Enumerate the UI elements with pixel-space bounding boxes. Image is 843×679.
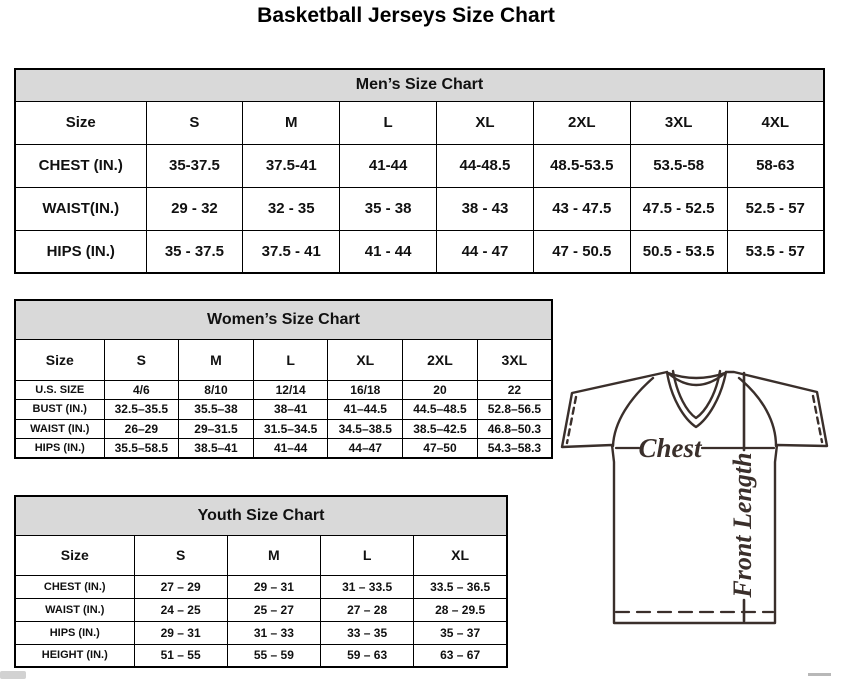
column-header: Size xyxy=(15,339,104,380)
table-row xyxy=(15,575,507,598)
size-value-cell: 52.5 - 57 xyxy=(727,187,824,230)
row-label: HIPS (IN.) xyxy=(15,621,134,644)
size-value-cell: 37.5-41 xyxy=(243,144,340,187)
column-header: XL xyxy=(328,339,403,380)
column-header: S xyxy=(134,535,227,575)
row-label: CHEST (IN.) xyxy=(15,144,146,187)
size-value-cell: 55 – 59 xyxy=(227,644,320,667)
size-value-cell: 25 – 27 xyxy=(227,598,320,621)
right-cuff-stitch xyxy=(813,396,822,442)
size-value-cell: 38.5–42.5 xyxy=(403,419,478,439)
size-value-cell: 59 – 63 xyxy=(321,644,414,667)
table-title-row xyxy=(15,300,552,339)
size-value-cell: 47 - 50.5 xyxy=(533,230,630,273)
table-row xyxy=(15,230,824,273)
size-value-cell: 33 – 35 xyxy=(321,621,414,644)
size-value-cell: 29 – 31 xyxy=(134,621,227,644)
youth-size-table xyxy=(14,495,508,668)
column-header: XL xyxy=(414,535,507,575)
table-title-row xyxy=(15,69,824,101)
size-value-cell: 4/6 xyxy=(104,380,179,400)
size-value-cell: 53.5-58 xyxy=(630,144,727,187)
horizontal-scrollbar-thumb[interactable] xyxy=(0,671,26,679)
size-value-cell: 26–29 xyxy=(104,419,179,439)
size-value-cell: 29–31.5 xyxy=(179,419,254,439)
jersey-diagram-svg xyxy=(550,350,843,640)
size-value-cell: 27 – 28 xyxy=(321,598,414,621)
column-header: L xyxy=(321,535,414,575)
womens-size-table xyxy=(14,299,553,459)
size-value-cell: 8/10 xyxy=(179,380,254,400)
table-header-row xyxy=(15,535,507,575)
size-value-cell: 43 - 47.5 xyxy=(533,187,630,230)
size-value-cell: 44–47 xyxy=(328,439,403,459)
size-value-cell: 47–50 xyxy=(403,439,478,459)
size-value-cell: 50.5 - 53.5 xyxy=(630,230,727,273)
table-row xyxy=(15,187,824,230)
front-length-label: Front Length xyxy=(728,452,757,598)
row-label: U.S. SIZE xyxy=(15,380,104,400)
table-header-row xyxy=(15,101,824,144)
page-title: Basketball Jerseys Size Chart xyxy=(257,4,555,27)
size-value-cell: 35.5–58.5 xyxy=(104,439,179,459)
size-value-cell: 31.5–34.5 xyxy=(253,419,328,439)
size-value-cell: 63 – 67 xyxy=(414,644,507,667)
table-row xyxy=(15,598,507,621)
size-value-cell: 37.5 - 41 xyxy=(243,230,340,273)
size-value-cell: 35 – 37 xyxy=(414,621,507,644)
row-label: WAIST(IN.) xyxy=(15,187,146,230)
table-title: Men’s Size Chart xyxy=(15,69,824,101)
size-value-cell: 44 - 47 xyxy=(437,230,534,273)
chest-label: Chest xyxy=(638,433,702,463)
column-header: M xyxy=(227,535,320,575)
size-value-cell: 54.3–58.3 xyxy=(477,439,552,459)
column-header: XL xyxy=(437,101,534,144)
size-value-cell: 44-48.5 xyxy=(437,144,534,187)
size-value-cell: 20 xyxy=(403,380,478,400)
size-value-cell: 24 – 25 xyxy=(134,598,227,621)
mens-size-table xyxy=(14,68,825,274)
table-title-row xyxy=(15,496,507,535)
row-label: CHEST (IN.) xyxy=(15,575,134,598)
row-label: BUST (IN.) xyxy=(15,400,104,420)
row-label: WAIST (IN.) xyxy=(15,419,104,439)
table-row xyxy=(15,439,552,459)
size-value-cell: 16/18 xyxy=(328,380,403,400)
size-value-cell: 48.5-53.5 xyxy=(533,144,630,187)
jersey-measurement-diagram xyxy=(550,350,843,640)
column-header: 2XL xyxy=(533,101,630,144)
collar-back-arc xyxy=(668,373,725,378)
size-value-cell: 44.5–48.5 xyxy=(403,400,478,420)
size-value-cell: 38.5–41 xyxy=(179,439,254,459)
size-value-cell: 35.5–38 xyxy=(179,400,254,420)
size-value-cell: 41–44.5 xyxy=(328,400,403,420)
column-header: L xyxy=(340,101,437,144)
size-value-cell: 33.5 – 36.5 xyxy=(414,575,507,598)
column-header: Size xyxy=(15,535,134,575)
column-header: S xyxy=(104,339,179,380)
ui-artifact xyxy=(808,673,831,676)
column-header: Size xyxy=(15,101,146,144)
column-header: M xyxy=(179,339,254,380)
size-value-cell: 41 - 44 xyxy=(340,230,437,273)
column-header: 3XL xyxy=(630,101,727,144)
size-value-cell: 31 – 33 xyxy=(227,621,320,644)
size-value-cell: 31 – 33.5 xyxy=(321,575,414,598)
table-row xyxy=(15,644,507,667)
size-value-cell: 35 - 38 xyxy=(340,187,437,230)
size-value-cell: 22 xyxy=(477,380,552,400)
size-value-cell: 47.5 - 52.5 xyxy=(630,187,727,230)
left-cuff-stitch xyxy=(567,397,576,443)
size-value-cell: 32.5–35.5 xyxy=(104,400,179,420)
table-title: Women’s Size Chart xyxy=(15,300,552,339)
size-value-cell: 41-44 xyxy=(340,144,437,187)
column-header: S xyxy=(146,101,243,144)
table-row xyxy=(15,144,824,187)
size-value-cell: 12/14 xyxy=(253,380,328,400)
size-value-cell: 38–41 xyxy=(253,400,328,420)
row-label: HEIGHT (IN.) xyxy=(15,644,134,667)
size-value-cell: 41–44 xyxy=(253,439,328,459)
table-row xyxy=(15,419,552,439)
table-row xyxy=(15,400,552,420)
size-value-cell: 27 – 29 xyxy=(134,575,227,598)
size-value-cell: 51 – 55 xyxy=(134,644,227,667)
size-value-cell: 38 - 43 xyxy=(437,187,534,230)
column-header: 2XL xyxy=(403,339,478,380)
row-label: WAIST (IN.) xyxy=(15,598,134,621)
size-value-cell: 52.8–56.5 xyxy=(477,400,552,420)
row-label: HIPS (IN.) xyxy=(15,230,146,273)
size-value-cell: 29 - 32 xyxy=(146,187,243,230)
table-row xyxy=(15,380,552,400)
row-label: HIPS (IN.) xyxy=(15,439,104,459)
size-value-cell: 58-63 xyxy=(727,144,824,187)
column-header: 3XL xyxy=(477,339,552,380)
size-value-cell: 35-37.5 xyxy=(146,144,243,187)
size-value-cell: 53.5 - 57 xyxy=(727,230,824,273)
size-value-cell: 32 - 35 xyxy=(243,187,340,230)
size-value-cell: 28 – 29.5 xyxy=(414,598,507,621)
table-title: Youth Size Chart xyxy=(15,496,507,535)
size-value-cell: 34.5–38.5 xyxy=(328,419,403,439)
size-value-cell: 35 - 37.5 xyxy=(146,230,243,273)
jersey-outline xyxy=(562,372,827,623)
size-value-cell: 46.8–50.3 xyxy=(477,419,552,439)
column-header: 4XL xyxy=(727,101,824,144)
column-header: L xyxy=(253,339,328,380)
column-header: M xyxy=(243,101,340,144)
table-row xyxy=(15,621,507,644)
table-header-row xyxy=(15,339,552,380)
size-value-cell: 29 – 31 xyxy=(227,575,320,598)
